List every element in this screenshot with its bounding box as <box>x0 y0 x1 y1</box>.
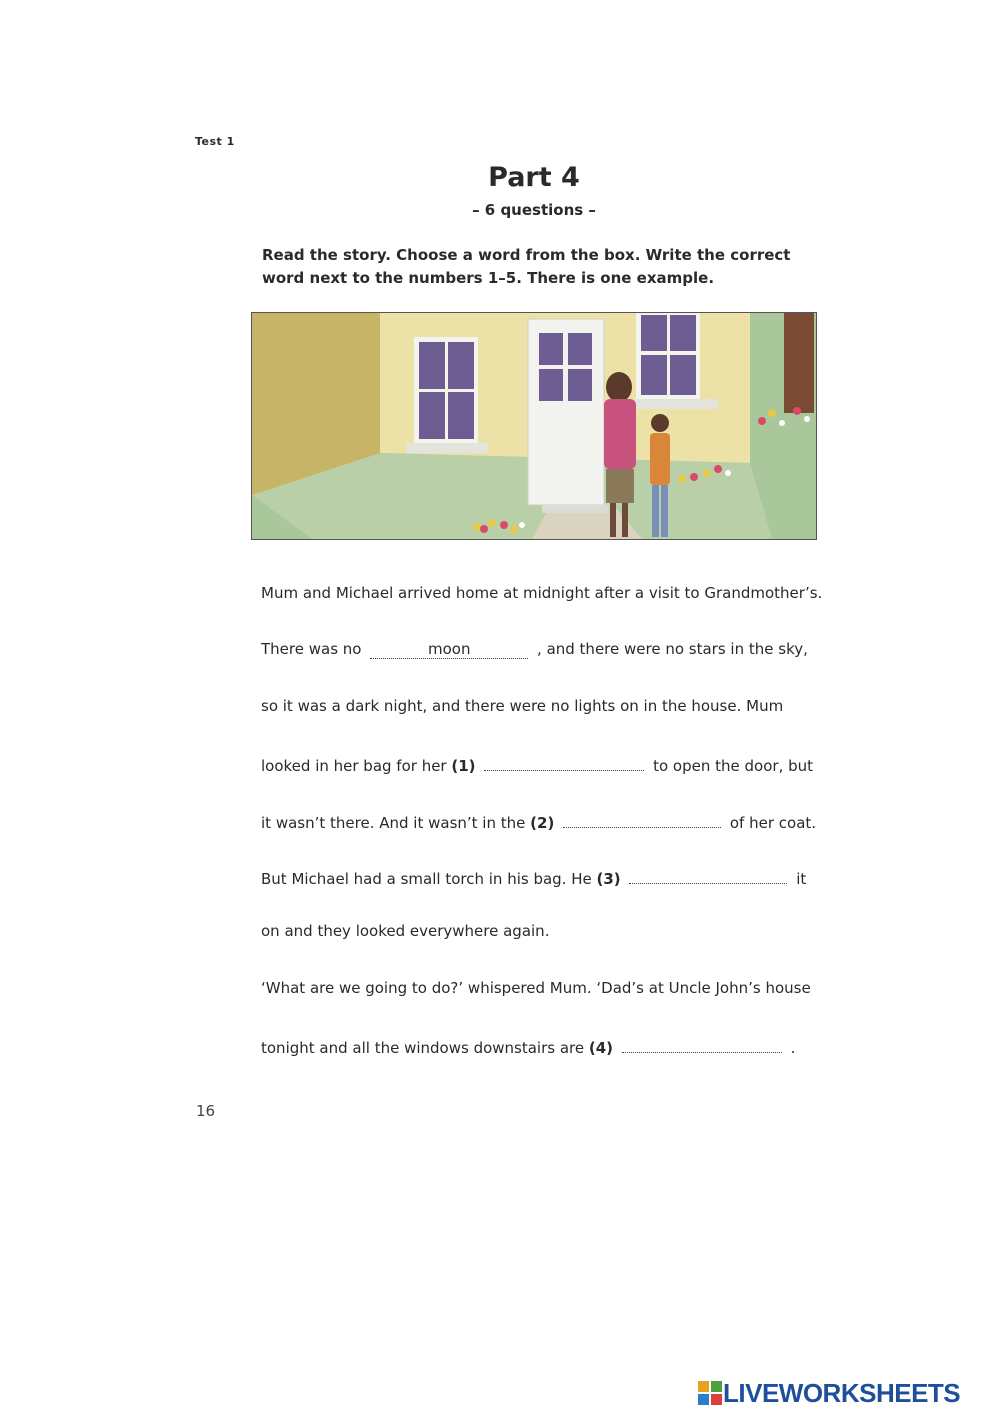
instructions: Read the story. Choose a word from the box. Write the correct word next to the numbers 1–5. There is one example. <box>262 246 791 287</box>
example-answer-blank: moon <box>370 641 528 659</box>
question-number-4: (4) <box>588 1039 614 1057</box>
story-text: looked in her bag for her <box>261 757 447 775</box>
test-label: Test 1 <box>195 135 235 148</box>
story-text: But Michael had a small torch in his bag. He <box>261 870 592 888</box>
answer-blank-2[interactable] <box>563 810 721 828</box>
story-text: so it was a dark night, and there were no lights on in the house. Mum <box>261 697 784 715</box>
story-line-6 <box>261 866 806 888</box>
story-text: , and there were no stars in the sky, <box>537 640 808 658</box>
story-line-1 <box>261 584 822 602</box>
liveworksheets-wordmark: LIVEWORKSHEETS <box>723 1377 961 1408</box>
question-number-1: (1) <box>451 757 476 775</box>
story-text: tonight and all the windows downstairs are <box>261 1039 585 1057</box>
story-line-9 <box>261 1035 795 1057</box>
liveworksheets-logo <box>697 1378 960 1408</box>
story-line-5 <box>261 810 816 832</box>
answer-blank-4[interactable] <box>622 1035 782 1053</box>
house-scene-illustration <box>251 312 817 540</box>
story-line-4 <box>261 753 813 775</box>
story-line-8 <box>261 979 811 997</box>
story-text: Mum and Michael arrived home at midnight after a visit to Grandmother’s. <box>261 584 823 602</box>
story-text: it <box>796 870 807 888</box>
question-number-3: (3) <box>596 870 621 888</box>
house-scene-icon <box>252 313 816 539</box>
story-text: ‘What are we going to do?’ whispered Mum. ‘Dad’s at Uncle John’s house <box>261 979 811 997</box>
story-text: to open the door, but <box>653 757 814 775</box>
story-text: it wasn’t there. And it wasn’t in the <box>261 814 526 832</box>
story-line-2 <box>261 640 808 659</box>
answer-blank-1[interactable] <box>484 753 644 771</box>
story-line-3 <box>261 697 783 715</box>
part-title: Part 4 <box>488 162 580 193</box>
question-number-2: (2) <box>530 814 555 832</box>
answer-blank-3[interactable] <box>629 866 787 884</box>
story-text: There was no <box>261 640 362 658</box>
story-text: of her coat. <box>729 814 817 832</box>
part-subtitle: – 6 questions – <box>472 201 596 219</box>
story-text: on and they looked everywhere again. <box>261 922 550 940</box>
story-line-7 <box>261 922 549 940</box>
page-number: 16 <box>196 1102 216 1120</box>
story-text: . <box>790 1039 796 1057</box>
liveworksheets-logo-icon <box>697 1380 723 1406</box>
